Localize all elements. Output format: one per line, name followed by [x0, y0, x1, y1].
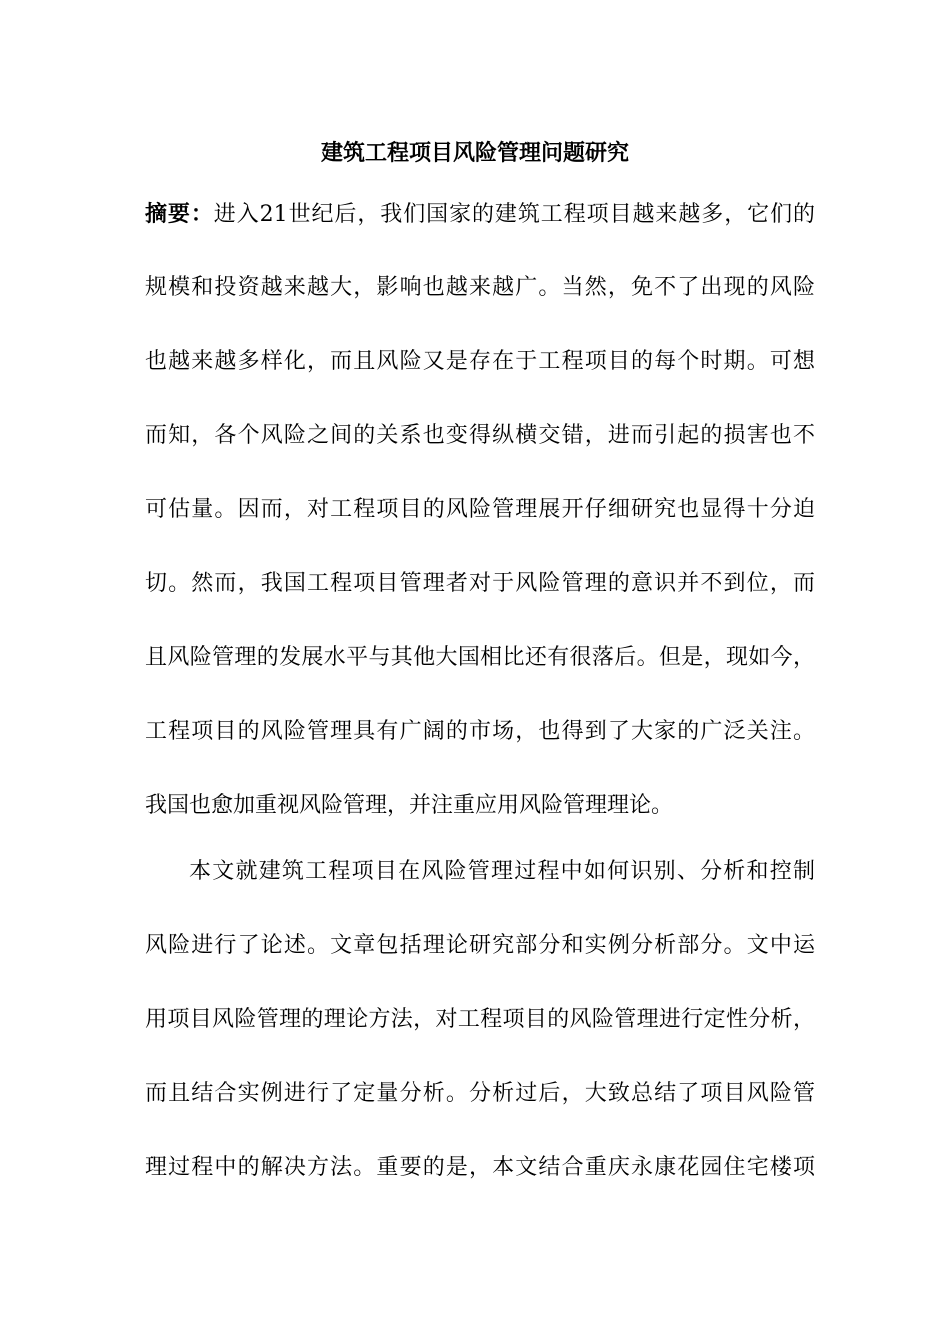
paragraph-2-line-4: 而且结合实例进行了定量分析。分析过后，大致总结了项目风险管: [145, 1081, 815, 1106]
abstract-line-9: 我国也愈加重视风险管理，并注重应用风险管理理论。: [145, 793, 674, 818]
abstract-line-8: 工程项目的风险管理具有广阔的市场，也得到了大家的广泛关注。: [145, 719, 815, 744]
abstract-line-1: [145, 199, 815, 230]
abstract-line-2: 规模和投资越来越大，影响也越来越广。当然，免不了出现的风险: [145, 275, 815, 300]
paragraph-2-line-2: 风险进行了论述。文章包括理论研究部分和实例分析部分。文中运: [145, 933, 815, 958]
paragraph-2-line-3: 用项目风险管理的理论方法，对工程项目的风险管理进行定性分析，: [145, 1007, 815, 1032]
abstract-line-5: 可估量。因而，对工程项目的风险管理展开仔细研究也显得十分迫: [145, 497, 815, 522]
paragraph-2-line-5: 理过程中的解决方法。重要的是，本文结合重庆永康花园住宅楼项: [145, 1155, 815, 1180]
abstract-label: 摘要：: [145, 201, 214, 227]
paragraph-2-line-1: 本文就建筑工程项目在风险管理过程中如何识别、分析和控制: [189, 859, 815, 884]
abstract-line-7: 且风险管理的发展水平与其他大国相比还有很落后。但是，现如今，: [145, 645, 815, 670]
document-title: 建筑工程项目风险管理问题研究: [320, 140, 629, 166]
abstract-line-4: 而知，各个风险之间的关系也变得纵横交错，进而引起的损害也不: [145, 423, 815, 448]
abstract-line-6: 切。然而，我国工程项目管理者对于风险管理的意识并不到位，而: [145, 571, 815, 596]
abstract-line-3: 也越来越多样化，而且风险又是存在于工程项目的每个时期。可想: [145, 349, 815, 374]
abstract-line-1-text: 进入21世纪后，我们国家的建筑工程项目越来越多，它们的: [213, 202, 815, 227]
